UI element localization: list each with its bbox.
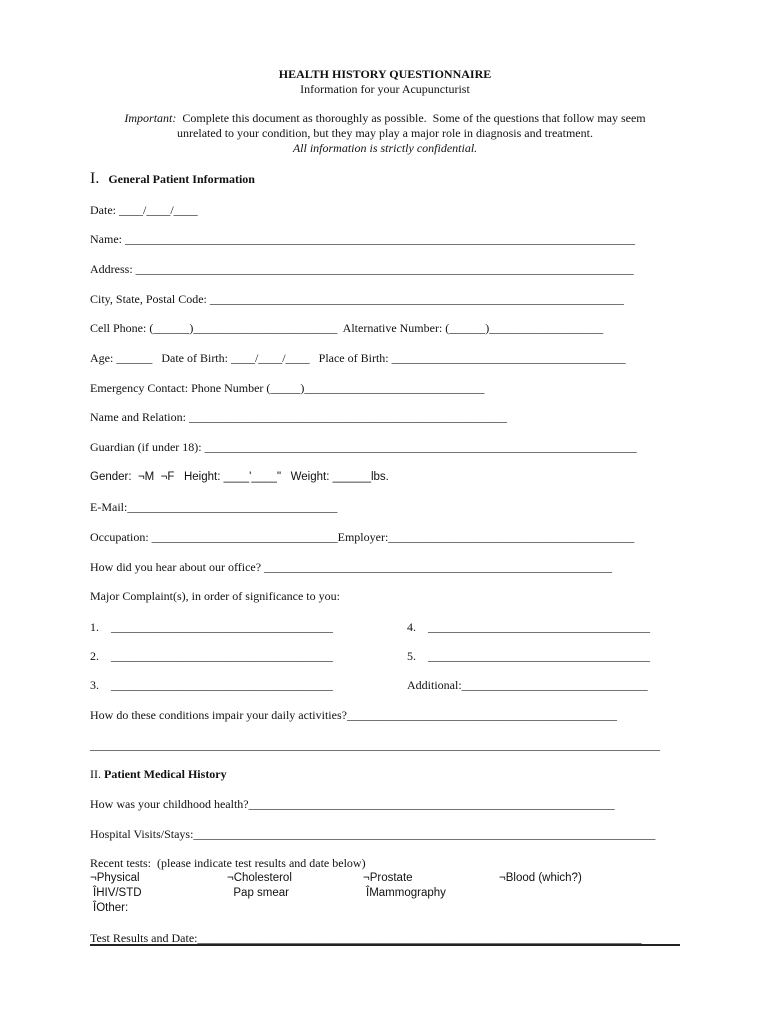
important-text-2: unrelated to your condition, but they may play a major role in diagnosis and treatment.	[177, 126, 593, 140]
test-blood-checkbox[interactable]: ¬Blood (which?)	[499, 872, 582, 884]
guardian-field[interactable]: Guardian (if under 18): ________________________________________________________________________	[90, 440, 637, 454]
test-physical-checkbox[interactable]: ¬Physical	[90, 872, 140, 884]
page-subtitle: Information for your Acupuncturist	[300, 82, 470, 96]
section-1-heading	[90, 172, 255, 186]
test-other-checkbox[interactable]: ÎOther:	[93, 902, 129, 914]
section-1-numeral: I.	[90, 170, 100, 187]
impairment-field[interactable]: How do these conditions impair your daily activities?_____________________________________________	[90, 708, 617, 722]
recent-tests-label: Recent tests: (please indicate test results and date below)	[90, 856, 366, 870]
date-field[interactable]: Date: ____/____/____	[90, 203, 198, 217]
section-2-heading	[90, 767, 227, 781]
test-hiv-std-checkbox[interactable]: ÎHIV/STD	[93, 887, 142, 899]
section-2-title: Patient Medical History	[104, 767, 227, 781]
confidential-note: All information is strictly confidential.	[292, 141, 478, 155]
name-field[interactable]: Name: _____________________________________________________________________________________	[90, 232, 635, 246]
page-title: HEALTH HISTORY QUESTIONNAIRE	[278, 67, 492, 81]
emergency-contact-field[interactable]: Emergency Contact: Phone Number (_____)______________________________	[90, 381, 485, 395]
name-relation-field[interactable]: Name and Relation: _____________________________________________________	[90, 410, 507, 424]
impairment-continued-field[interactable]: _______________________________________________________________________________________________	[90, 738, 660, 752]
complaint-3-field[interactable]: 3. _____________________________________	[90, 678, 333, 692]
occupation-employer-fields[interactable]: Occupation: _______________________________Employer:_________________________________________	[90, 530, 635, 544]
section-2-numeral: II.	[90, 767, 101, 781]
email-field[interactable]: E-Mail:___________________________________	[90, 500, 338, 514]
important-text-1: Complete this document as thoroughly as possible. Some of the questions that follow may seem	[176, 111, 646, 125]
gender-height-weight-fields[interactable]: Gender: ¬M ¬F Height: ____'____" Weight: ______lbs.	[90, 471, 389, 483]
section-1-title: General Patient Information	[108, 172, 255, 186]
test-prostate-checkbox[interactable]: ¬Prostate	[363, 872, 413, 884]
complaint-additional-field[interactable]: Additional:_______________________________	[407, 678, 648, 692]
bottom-rule	[90, 944, 680, 946]
important-note	[0, 111, 770, 125]
age-birth-fields[interactable]: Age: ______ Date of Birth: ____/____/____ Place of Birth: _______________________________________	[90, 351, 626, 365]
important-label: Important:	[124, 111, 177, 125]
major-complaints-label: Major Complaint(s), in order of significance to you:	[90, 589, 340, 603]
test-mammography-checkbox[interactable]: ÎMammography	[366, 887, 446, 899]
city-state-postal-field[interactable]: City, State, Postal Code: _____________________________________________________________________	[90, 292, 624, 306]
test-cholesterol-checkbox[interactable]: ¬Cholesterol	[227, 872, 292, 884]
complaint-1-field[interactable]: 1. _____________________________________	[90, 620, 333, 634]
address-field[interactable]: Address: ___________________________________________________________________________________	[90, 262, 634, 276]
childhood-health-field[interactable]: How was your childhood health?_____________________________________________________________	[90, 797, 615, 811]
hospital-visits-field[interactable]: Hospital Visits/Stays:_____________________________________________________________________________	[90, 827, 656, 841]
complaint-4-field[interactable]: 4. _____________________________________	[407, 620, 650, 634]
referral-source-field[interactable]: How did you hear about our office? __________________________________________________________	[90, 560, 613, 574]
test-results-field[interactable]: Test Results and Date:__________________________________________________________________________	[90, 931, 642, 945]
phone-fields[interactable]: Cell Phone: (______)________________________ Alternative Number: (______)___________________	[90, 321, 604, 335]
test-pap-smear-checkbox[interactable]: Pap smear	[227, 887, 289, 899]
complaint-5-field[interactable]: 5. _____________________________________	[407, 649, 650, 663]
complaint-2-field[interactable]: 2. _____________________________________	[90, 649, 333, 663]
